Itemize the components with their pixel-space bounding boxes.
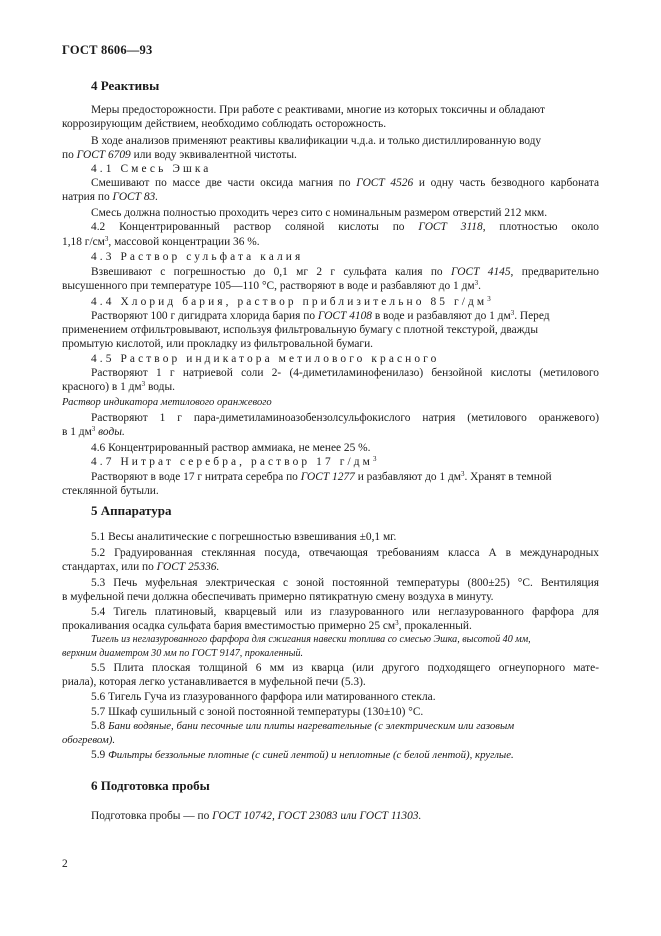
item-5-5-line-2: риала), которая легко устанавливается в муфельной печи (5.3).	[62, 676, 366, 688]
item-4-7-line-1: Растворяют в воде 17 г нитрата серебра по ГОСТ 1277 и разбавляют до 1 $дм^3$. Хранят в темной	[91, 470, 552, 483]
item-5-8-line-2: обогревом).	[62, 734, 116, 746]
section-6-text: Подготовка пробы — по ГОСТ 10742, ГОСТ 23083 или ГОСТ 11303.	[91, 810, 422, 822]
item-5-2-line-1: 5.2 Градуированная стеклянная посуда, отвечающая требованиям класса А в международных	[91, 547, 599, 559]
standard-ref: ГОСТ 6709	[76, 149, 131, 161]
item-5-4-note-line-2: верхним диаметром 30 мм по ГОСТ 9147, прокаленный.	[62, 648, 304, 659]
item-4-1-line-1: Смешивают по массе две части оксида магния по ГОСТ 4526 и одну часть безводного карбоната	[91, 177, 600, 189]
standard-ref: ГОСТ 1277	[300, 471, 355, 483]
item-5-3-line-2: в муфельной печи должна обеспечивать примерно пятикратную смену воздуха в минуту.	[62, 591, 494, 603]
s4-reagents-line-1: В ходе анализов применяют реактивы квалификации ч.д.а. и только дистиллированную воду	[91, 135, 542, 147]
standard-ref: ГОСТ 4108	[317, 310, 372, 322]
item-4-3-line-2: высушенного при температуре 105—110 °С, растворяют в воде и разбавляют до 1 $дм^3$.	[62, 279, 481, 292]
item-5-1: 5.1 Весы аналитические с погрешностью взвешивания ±0,1 мг.	[91, 531, 397, 543]
item-4-7-title: 4.7 Нитрат серебра, раствор 17 $г/дм^3$	[91, 455, 380, 468]
item-4-7-line-2: стеклянной бутыли.	[62, 485, 159, 497]
standard-ref: ГОСТ 4145	[450, 266, 511, 278]
item-4-4-line-1: Растворяют 100 г дигидрата хлорида бария по ГОСТ 4108 в воде и разбавляют до 1 $дм^3$. Перед	[91, 309, 550, 322]
item-5-8-line-1: 5.8 Бани водяные, бани песочные или плиты нагревательные (с электрическим или газовым	[91, 720, 515, 732]
item-4-5-title: 4.5 Раствор индикатора метилового красного	[91, 353, 440, 365]
item-5-3-line-1: 5.3 Печь муфельная электрическая с зоной постоянной температуры (800±25) °С. Вентиляция	[91, 577, 599, 589]
item-4-2-line-2: 1,18 $г/см^3$, массовой концентрации 36 %.	[62, 235, 260, 248]
section-4-heading: 4 Реактивы	[91, 78, 160, 93]
item-5-4-line-1: 5.4 Тигель платиновый, кварцевый или из глазурованного или неглазурованного фарфора для	[91, 606, 599, 618]
standard-ref: ГОСТ 25336.	[156, 561, 220, 573]
item-4-4-title: 4.4 Хлорид бария, раствор приблизительно 85 $г/дм^3$	[91, 295, 494, 308]
document-header: ГОСТ 8606—93	[62, 43, 153, 57]
item-4-4-line-3: промытую кислотой, или прокладку из фильтровальной бумаги.	[62, 338, 374, 350]
page-number: 2	[62, 858, 68, 870]
item-5-9: 5.9 Фильтры беззольные плотные (с синей лентой) и неплотные (с белой лентой), круглые.	[91, 749, 514, 761]
item-4-5-sub-line-1: Растворяют 1 г пара-диметиламиноазобензолсульфокислого натрия (метилового оранжевого)	[91, 412, 599, 424]
item-4-3-line-1: Взвешивают с погрешностью до 0,1 мг 2 г сульфата калия по ГОСТ 4145, предварительно	[91, 266, 599, 278]
item-4-6: 4.6 Концентрированный раствор аммиака, не менее 25 %.	[91, 442, 371, 454]
item-5-4-line-2: прокаливания осадка сульфата бария вместимостью примерно 25 $см^3$, прокаленный.	[62, 619, 472, 632]
item-4-1-title: 4.1 Смесь Эшка	[91, 163, 212, 175]
item-5-2-line-2: стандартах, или по ГОСТ 25336.	[62, 561, 220, 573]
standard-ref: ГОСТ 3118	[418, 221, 483, 233]
item-4-5-sub-line-2: в 1 $дм^3$ воды.	[62, 425, 125, 438]
s4-safety-line-1: Меры предосторожности. При работе с реактивами, многие из которых токсичны и обладают	[91, 104, 545, 116]
item-5-7: 5.7 Шкаф сушильный с зоной постоянной температуры (130±10) °С.	[91, 706, 424, 718]
standard-ref: ГОСТ 83.	[112, 191, 159, 203]
item-4-3-title: 4.3 Раствор сульфата калия	[91, 251, 304, 263]
section-6-heading: 6 Подготовка пробы	[91, 778, 210, 793]
item-4-5-line-1: Растворяют 1 г натриевой соли 2- (4-диметиламинофенилазо) бензойной кислоты (метилового	[91, 367, 599, 379]
item-5-5-line-1: 5.5 Плита плоская толщиной 6 мм из кварца (или другого подходящего огнеупорного мате-	[91, 662, 599, 674]
item-4-1-line-3: Смесь должна полностью проходить через сито с номинальным размером отверстий 212 мкм.	[91, 207, 548, 219]
s4-reagents-line-2: по ГОСТ 6709 или воду эквивалентной чистоты.	[62, 149, 297, 161]
item-4-4-line-2: применением отфильтровывают, используя фильтровальную бумагу с плотной текстурой, дважды	[62, 324, 539, 336]
item-4-5-line-2: красного) в 1 $дм^3$ воды.	[62, 380, 175, 393]
standard-ref: ГОСТ 10742, ГОСТ 23083 или ГОСТ 11303.	[212, 810, 422, 822]
item-4-1-line-2: натрия по ГОСТ 83.	[62, 191, 159, 203]
s4-safety-line-2: коррозирующим действием, необходимо соблюдать осторожность.	[62, 118, 387, 130]
item-5-6: 5.6 Тигель Гуча из глазурованного фарфора или матированного стекла.	[91, 691, 436, 703]
standard-ref: ГОСТ 4526	[356, 177, 414, 189]
item-4-5-subheading: Раствор индикатора метилового оранжевого	[62, 397, 272, 408]
item-4-2-line-1: 4.2 Концентрированный раствор соляной кислоты по ГОСТ 3118, плотностью около	[91, 221, 599, 233]
section-5-heading: 5 Аппаратура	[91, 503, 172, 518]
item-5-4-note-line-1: Тигель из неглазурованного фарфора для сжигания навески топлива со смесью Эшка, высотой 40 мм,	[91, 634, 531, 645]
